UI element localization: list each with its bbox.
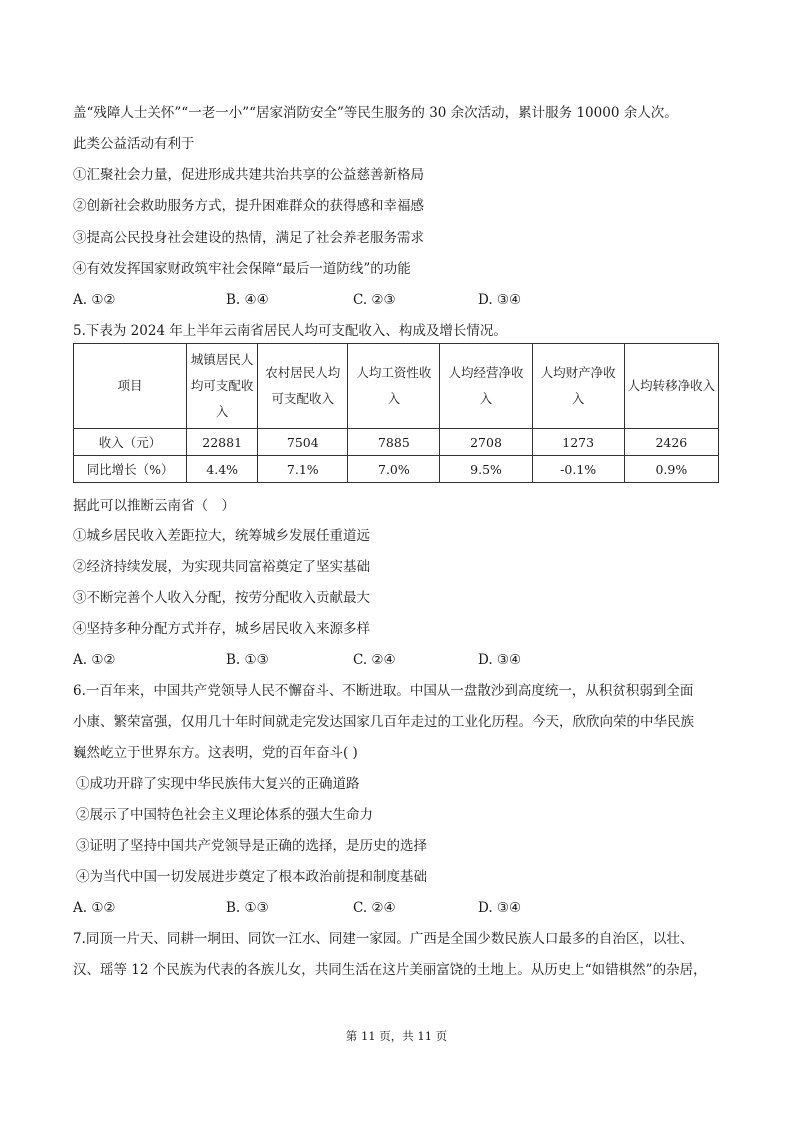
q6-stem-line-2: 小康、繁荣富强，仅用几十年时间就走完发达国家几百年走过的工业化历程。今天，欣欣向荣的中华民族: [73, 714, 694, 730]
q5-option-d[interactable]: D. ③④: [478, 652, 522, 668]
q5-option-c[interactable]: C. ②④: [353, 652, 396, 668]
table-cell: 7.0%: [348, 456, 440, 483]
q5-stem: 5.下表为 2024 年上半年云南省居民人均可支配收入、构成及增长情况。: [73, 323, 507, 339]
q6-option-c[interactable]: C. ②④: [353, 900, 396, 916]
q6-item-4: ④为当代中国一切发展进步奠定了根本政治前提和制度基础: [76, 869, 427, 885]
q4-item-2: ②创新社会救助服务方式，提升困难群众的获得感和幸福感: [73, 198, 424, 214]
q6-item-2: ②展示了中国特色社会主义理论体系的强大生命力: [76, 807, 373, 823]
q4-stem-line-1: 盖“残障人士关怀”“一老一小”“居家消防安全”等民生服务的 30 余次活动，累计服务 10000 余人次。: [73, 105, 678, 121]
q5-ask: 据此可以推断云南省（ ）: [73, 498, 235, 514]
table-cell: 1273: [532, 429, 624, 456]
table-cell: 收入（元）: [74, 429, 187, 456]
q5-option-b[interactable]: B. ①③: [226, 652, 269, 668]
q4-item-1: ①汇聚社会力量，促进形成共建共治共享的公益慈善新格局: [73, 167, 424, 183]
table-cell: 9.5%: [440, 456, 532, 483]
table-cell: 2708: [440, 429, 532, 456]
q6-option-a[interactable]: A. ①②: [73, 900, 116, 916]
table-cell: -0.1%: [532, 456, 624, 483]
q5-item-3: ③不断完善个人收入分配，按劳分配收入贡献最大: [73, 590, 370, 606]
income-table: [73, 343, 719, 483]
q4-option-a[interactable]: A. ①②: [73, 292, 116, 308]
table-cell: 2426: [624, 429, 718, 456]
q7-stem-line-2: 汉、瑶等 12 个民族为代表的各族儿女，共同生活在这片美丽富饶的土地上。从历史上“如错棋然”的杂居，: [73, 962, 707, 978]
table-row: [74, 456, 719, 483]
page-footer: 第 11 页，共 11 页: [345, 1029, 448, 1043]
table-cell: 0.9%: [624, 456, 718, 483]
q6-option-b[interactable]: B. ①③: [226, 900, 269, 916]
q4-option-c[interactable]: C. ②③: [353, 292, 396, 308]
table-cell: 7504: [258, 429, 348, 456]
table-cell: 7.1%: [258, 456, 348, 483]
q5-item-2: ②经济持续发展，为实现共同富裕奠定了坚实基础: [73, 559, 370, 575]
q6-stem-line-3: 巍然屹立于世界东方。这表明，党的百年奋斗( ): [73, 745, 358, 761]
q6-item-1: ①成功开辟了实现中华民族伟大复兴的正确道路: [76, 776, 360, 792]
table-cell: 同比增长（%）: [74, 456, 187, 483]
q4-option-b[interactable]: B. ④④: [226, 292, 269, 308]
table-header-cell: 人均转移净收入: [624, 344, 718, 429]
q6-stem-line-1: 6.一百年来，中国共产党领导人民不懈奋斗、不断进取。中国从一盘散沙到高度统一，从积贫积弱到全面: [73, 683, 694, 699]
q5-item-1: ①城乡居民收入差距拉大，统筹城乡发展任重道远: [73, 528, 370, 544]
q5-option-a[interactable]: A. ①②: [73, 652, 116, 668]
q6-option-d[interactable]: D. ③④: [478, 900, 522, 916]
table-header-cell: 人均财产净收入: [532, 344, 624, 429]
table-row: [74, 429, 719, 456]
q5-item-4: ④坚持多种分配方式并存，城乡居民收入来源多样: [73, 621, 370, 637]
table-header-cell: 农村居民人均可支配收入: [258, 344, 348, 429]
table-cell: 22881: [187, 429, 258, 456]
table-cell: 7885: [348, 429, 440, 456]
q7-stem-line-1: 7.同顶一片天、同耕一垌田、同饮一江水、同建一家园。广西是全国少数民族人口最多的自治区，以壮、: [73, 931, 694, 947]
table-header-row: [74, 344, 719, 429]
q6-item-3: ③证明了坚持中国共产党领导是正确的选择，是历史的选择: [76, 838, 427, 854]
table-header-cell: 人均工资性收入: [348, 344, 440, 429]
q4-stem-line-2: 此类公益活动有利于: [73, 136, 195, 152]
table-cell: 4.4%: [187, 456, 258, 483]
table-header-cell: 城镇居民人均可支配收入: [187, 344, 258, 429]
q4-item-4: ④有效发挥国家财政筑牢社会保障“最后一道防线”的功能: [73, 261, 411, 277]
q4-item-3: ③提高公民投身社会建设的热情，满足了社会养老服务需求: [73, 230, 424, 246]
table-header-cell: 人均经营净收入: [440, 344, 532, 429]
q4-option-d[interactable]: D. ③④: [478, 292, 522, 308]
table-header-cell: 项目: [74, 344, 187, 429]
